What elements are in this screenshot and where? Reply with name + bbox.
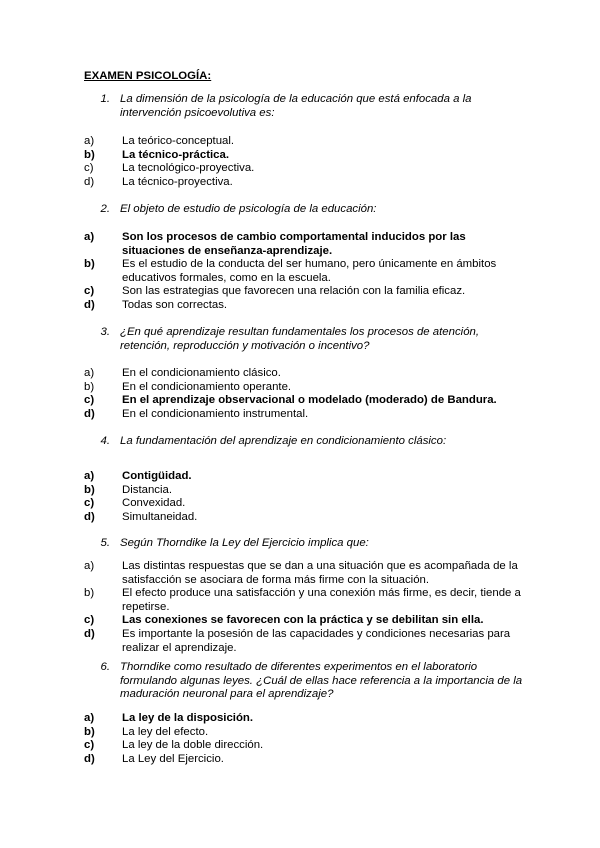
option-letter: d): [84, 627, 95, 640]
option-letter: d): [84, 752, 95, 765]
question-5: [84, 537, 524, 551]
question-4: [84, 435, 524, 449]
option-a-correct: [84, 470, 524, 484]
question-text: ¿En qué aprendizaje resultan fundamentales los procesos de atención, retención, reproducción y motivación o incentivo?: [120, 326, 480, 352]
question-text: La dimensión de la psicología de la educación que está enfocada a la intervención psicoevolutiva es:: [120, 93, 472, 119]
question-number: 1.: [100, 93, 110, 105]
option-d: [84, 753, 524, 767]
option-text: La tecnológico-proyectiva.: [122, 162, 255, 175]
option-b-correct: [84, 149, 524, 163]
option-letter: b): [84, 587, 95, 600]
option-d: [84, 299, 524, 313]
option-letter: b): [84, 258, 95, 271]
question-1: [84, 93, 524, 120]
option-text: La Ley del Ejercicio.: [122, 752, 224, 765]
option-text: Es importante la posesión de las capacidades y condiciones necesarias para realizar el aprendizaje.: [122, 627, 511, 654]
option-text: La ley del efecto.: [122, 725, 209, 738]
options-3: [84, 367, 524, 421]
option-letter: a): [84, 367, 95, 379]
option-b: [84, 726, 524, 740]
option-letter: a): [84, 712, 95, 724]
option-text: En el condicionamiento clásico.: [122, 367, 281, 379]
option-b: [84, 381, 524, 395]
option-c: [84, 162, 524, 176]
option-c: [84, 497, 524, 511]
option-letter: a): [84, 231, 95, 243]
options-2: [84, 231, 524, 313]
option-a-correct: [84, 231, 524, 258]
question-number: 5.: [100, 537, 110, 549]
option-letter: d): [84, 510, 95, 523]
option-a: [84, 367, 524, 381]
options-6: [84, 712, 524, 766]
question-text: Thorndike como resultado de diferentes experimentos en el laboratorio formulando algunas leyes. ¿Cuál de ellas hace referencia a la importancia de la maduración neuronal para el aprendizaje?: [120, 661, 523, 701]
option-letter: c): [84, 614, 95, 627]
option-text: En el aprendizaje observacional o modelado (moderado) de Bandura.: [122, 394, 497, 407]
option-letter: b): [84, 380, 95, 393]
option-text: Distancia.: [122, 483, 173, 496]
question-number: 6.: [100, 661, 110, 673]
option-letter: a): [84, 560, 95, 572]
option-d: [84, 408, 524, 422]
question-3: [84, 326, 524, 353]
option-text: Todas son correctas.: [122, 298, 228, 311]
option-letter: c): [84, 739, 95, 752]
options-4: [84, 470, 524, 524]
option-a: [84, 135, 524, 149]
option-text: Simultaneidad.: [122, 510, 198, 523]
option-letter: c): [84, 162, 94, 175]
question-number: 3.: [100, 326, 110, 338]
option-c: [84, 739, 524, 753]
page-title: EXAMEN PSICOLOGÍA:: [84, 70, 212, 82]
option-letter: b): [84, 725, 95, 738]
option-letter: c): [84, 497, 95, 510]
option-b: [84, 258, 524, 285]
option-letter: a): [84, 135, 95, 147]
option-letter: c): [84, 394, 95, 407]
question-6: [84, 661, 524, 702]
question-number: 2.: [100, 203, 110, 215]
option-c: [84, 285, 524, 299]
option-text: La ley de la disposición.: [122, 712, 254, 724]
question-text: Según Thorndike la Ley del Ejercicio implica que:: [120, 537, 369, 549]
option-text: Es el estudio de la conducta del ser humano, pero únicamente en ámbitos educativos formales, como en la escuela.: [122, 258, 497, 284]
option-a-correct: [84, 712, 524, 726]
option-text: El efecto produce una satisfacción y una conexión más firme, es decir, tiende a repetirse.: [122, 587, 521, 613]
option-text: Las conexiones se favorecen con la práctica y se debilitan sin ella.: [122, 614, 484, 627]
question-2: [84, 203, 524, 217]
option-text: Son los procesos de cambio comportamental inducidos por las situaciones de enseñanza-aprendizaje.: [122, 231, 466, 257]
option-text: La técnico-práctica.: [122, 148, 229, 161]
option-letter: b): [84, 148, 95, 161]
option-text: Las distintas respuestas que se dan a una situación que es acompañada de la satisfacción se asociara de forma más firme con la situación.: [122, 560, 518, 586]
option-c-correct: [84, 394, 524, 408]
option-b: [84, 587, 524, 614]
option-a: [84, 560, 524, 587]
option-d: [84, 628, 524, 655]
option-c-correct: [84, 614, 524, 628]
option-letter: d): [84, 407, 95, 420]
option-d: [84, 176, 524, 190]
option-text: Convexidad.: [122, 497, 186, 510]
question-text: El objeto de estudio de psicología de la educación:: [120, 203, 377, 215]
option-text: En el condicionamiento instrumental.: [122, 407, 309, 420]
options-5: [84, 560, 524, 655]
option-text: La ley de la doble dirección.: [122, 739, 264, 752]
option-letter: d): [84, 298, 95, 311]
option-text: Son las estrategias que favorecen una relación con la familia eficaz.: [122, 285, 466, 298]
option-letter: d): [84, 175, 95, 188]
option-letter: a): [84, 470, 95, 482]
options-1: [84, 135, 524, 189]
option-letter: c): [84, 285, 95, 298]
option-b: [84, 484, 524, 498]
option-text: Contigüidad.: [122, 470, 192, 482]
option-text: La técnico-proyectiva.: [122, 175, 233, 188]
option-d: [84, 511, 524, 525]
option-text: En el condicionamiento operante.: [122, 380, 292, 393]
question-text: La fundamentación del aprendizaje en condicionamiento clásico:: [120, 435, 447, 447]
question-number: 4.: [100, 435, 110, 447]
option-letter: b): [84, 483, 95, 496]
option-text: La teórico-conceptual.: [122, 135, 235, 147]
